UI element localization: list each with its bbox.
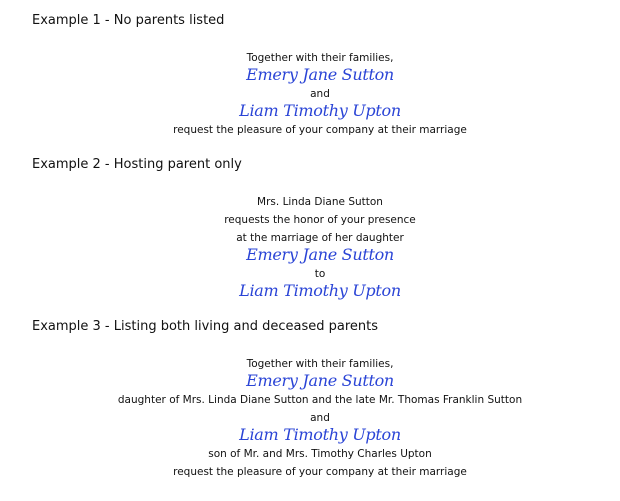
example-3-bride-parents: daughter of Mrs. Linda Diane Sutton and the late Mr. Thomas Franklin Sutton (117, 394, 523, 406)
example-3-heading: Example 3 - Listing both living and deceased parents (32, 319, 379, 334)
example-1-conjunction: and (310, 88, 330, 100)
example-3-groom-parents: son of Mr. and Mrs. Timothy Charles Upton (208, 448, 432, 460)
example-2-marriage-line: at the marriage of her daughter (236, 232, 404, 244)
example-3-bride-name: Emery Jane Sutton (246, 371, 394, 390)
example-3-groom-name: Liam Timothy Upton (239, 425, 401, 444)
example-3-opening-line: Together with their families, (246, 358, 394, 370)
example-1-request-line: request the pleasure of your company at their marriage (173, 124, 467, 136)
example-2-bride-name: Emery Jane Sutton (246, 245, 394, 264)
example-2-conjunction: to (314, 268, 326, 280)
example-1-bride-name: Emery Jane Sutton (246, 65, 394, 84)
example-1-opening-line: Together with their families, (246, 52, 394, 64)
example-2-groom-name: Liam Timothy Upton (239, 281, 401, 300)
example-1-groom-name: Liam Timothy Upton (239, 101, 401, 120)
example-3-request-line: request the pleasure of your company at their marriage (173, 466, 467, 478)
example-1-heading: Example 1 - No parents listed (32, 13, 225, 28)
example-2-request-line: requests the honor of your presence (224, 214, 416, 226)
example-2-heading: Example 2 - Hosting parent only (32, 157, 242, 172)
example-3-conjunction: and (310, 412, 330, 424)
example-2-host-name: Mrs. Linda Diane Sutton (257, 196, 383, 208)
